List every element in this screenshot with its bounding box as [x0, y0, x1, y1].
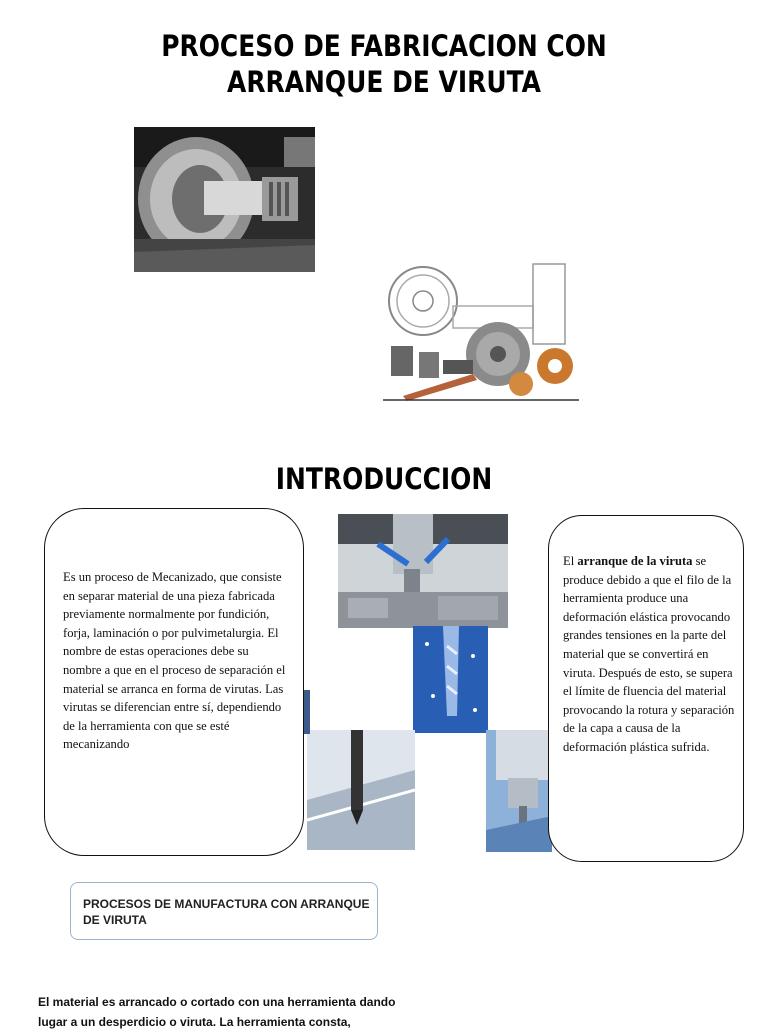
- intro-right-prefix: El: [563, 554, 578, 568]
- section-title-box: [70, 882, 378, 940]
- intro-left-box: [44, 508, 304, 856]
- drill-photo: [486, 730, 552, 852]
- page-title: PROCESO DE FABRICACION CON ARRANQUE DE VIRUTA: [161, 29, 607, 99]
- intro-left-text: Es un proceso de Mecanizado, que consiste en separar material de una pieza fabricada previamente normalmente por fundición, forja, laminación o por pulvimetalurgia. El nombre de estas operaciones debe su nombre a que en el proceso de separación el material se arranca en forma de virutas. Las virutas se diferencian entre sí, dependiendo de la herramienta con que se esté mecanizando: [63, 570, 286, 752]
- endmill-photo: [307, 730, 415, 850]
- intro-right-box: [548, 515, 744, 862]
- section-title: PROCESOS DE MANUFACTURA CON ARRANQUE DE VIRUTA: [83, 897, 370, 927]
- side-photo-sliver: [304, 690, 310, 734]
- intro-right-rest: se produce debido a que el filo de la herramienta produce una deformación elástica provocando grandes tensiones en la parte del material que se convertirá en viruta. Después de esto, se supera el límite de fluencia del material provocando la rotura y separación de la capa a causa de la deformación plástica sufrida.: [563, 554, 735, 754]
- milling-photo-top: [338, 514, 508, 628]
- intro-right-text: [563, 552, 739, 757]
- milling-photo-middle: [413, 626, 488, 733]
- body-paragraph: El material es arrancado o cortado con una herramienta dando lugar a un desperdicio o viruta. La herramienta consta,: [38, 995, 396, 1029]
- gears-photo: [383, 256, 579, 401]
- lathe-photo: [134, 127, 315, 272]
- intro-heading: INTRODUCCION: [275, 462, 493, 496]
- intro-right-bold: arranque de la viruta: [577, 554, 693, 568]
